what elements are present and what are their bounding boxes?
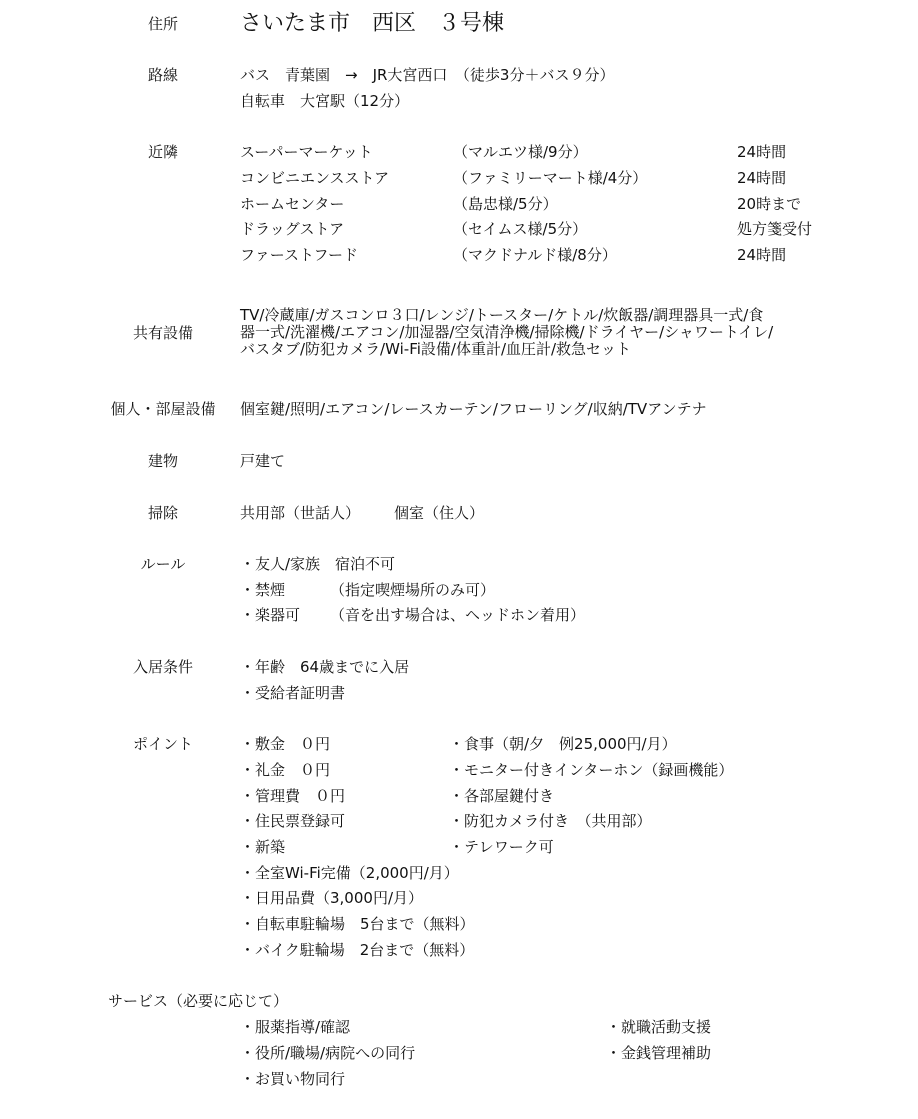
point-item: ・防犯カメラ付き （共用部）	[449, 812, 652, 830]
nearby-hours: 24時間	[737, 169, 787, 187]
label-nearby: 近隣	[147, 143, 178, 161]
nearby-store: （島忠様/5分）	[453, 195, 558, 213]
label-points: ポイント	[132, 735, 193, 753]
point-item: ・全室Wi-Fi完備（2,000円/月）	[240, 864, 459, 882]
building-value: 戸建て	[240, 452, 286, 470]
service-item: ・服薬指導/確認	[240, 1018, 351, 1036]
label-address: 住所	[147, 15, 178, 33]
shared-line: TV/冷蔵庫/ガスコンロ３口/レンジ/トースター/ケトル/炊飯器/調理器具一式/食	[240, 306, 764, 324]
nearby-hours: 20時まで	[737, 195, 802, 213]
rule-note: （指定喫煙場所のみ可）	[330, 581, 496, 599]
nearby-kind: ホームセンター	[240, 195, 345, 213]
nearby-kind: ファーストフード	[240, 246, 359, 264]
service-item: ・就職活動支援	[606, 1018, 712, 1036]
point-item: ・テレワーク可	[449, 838, 554, 856]
service-item: ・役所/職場/病院への同行	[240, 1044, 416, 1062]
rule-note: （音を出す場合は、ヘッドホン着用）	[330, 606, 586, 624]
nearby-hours: 24時間	[737, 143, 787, 161]
nearby-hours: 処方箋受付	[737, 220, 813, 238]
point-item: ・礼金 ０円	[240, 761, 331, 779]
label-room: 個人・部屋設備	[110, 400, 216, 418]
condition-item: ・年齢 64歳までに入居	[240, 658, 410, 676]
address-value: さいたま市 西区 ３号棟	[240, 11, 505, 36]
cleaning-shared: 共用部（世話人）	[240, 504, 361, 522]
point-item: ・住民票登録可	[240, 812, 346, 830]
label-shared: 共有設備	[132, 324, 193, 342]
nearby-kind: コンビニエンスストア	[240, 169, 390, 187]
label-rules: ルール	[140, 555, 186, 573]
nearby-kind: ドラッグストア	[240, 220, 345, 238]
nearby-store: （ファミリーマート様/4分）	[453, 169, 648, 187]
point-item: ・モニター付きインターホン（録画機能）	[449, 761, 734, 779]
shared-line: 器一式/洗濯機/エアコン/加湿器/空気清浄機/掃除機/ドライヤー/シャワートイレ/	[240, 323, 774, 341]
rule-item: ・友人/家族 宿泊不可	[240, 555, 396, 573]
point-item: ・新築	[240, 838, 286, 856]
route-line: バス 青葉園 → JR大宮西口 （徒歩3分＋バス９分）	[240, 66, 615, 84]
condition-item: ・受給者証明書	[240, 684, 346, 702]
route-line: 自転車 大宮駅（12分）	[240, 92, 410, 110]
room-value: 個室鍵/照明/エアコン/レースカーテン/フローリング/収納/TVアンテナ	[240, 400, 707, 418]
point-item: ・自転車駐輪場 5台まで（無料）	[240, 915, 475, 933]
rule-item: ・楽器可	[240, 606, 301, 624]
cleaning-private: 個室（住人）	[394, 504, 485, 522]
nearby-store: （マルエツ様/9分）	[453, 143, 588, 161]
label-building: 建物	[147, 452, 178, 470]
point-item: ・バイク駐輪場 2台まで（無料）	[240, 941, 475, 959]
nearby-kind: スーパーマーケット	[240, 143, 373, 161]
point-item: ・各部屋鍵付き	[449, 787, 555, 805]
point-item: ・管理費 ０円	[240, 787, 346, 805]
label-services: サービス（必要に応じて）	[108, 992, 289, 1010]
service-item: ・お買い物同行	[240, 1070, 346, 1088]
shared-line: バスタブ/防犯カメラ/Wi-Fi設備/体重計/血圧計/救急セット	[240, 340, 632, 358]
nearby-store: （セイムス様/5分）	[453, 220, 588, 238]
point-item: ・敷金 ０円	[240, 735, 331, 753]
nearby-hours: 24時間	[737, 246, 787, 264]
nearby-store: （マクドナルド様/8分）	[453, 246, 617, 264]
point-item: ・食事（朝/夕 例25,000円/月）	[449, 735, 677, 753]
label-cleaning: 掃除	[147, 504, 178, 522]
label-route: 路線	[147, 66, 178, 84]
label-conditions: 入居条件	[132, 658, 193, 676]
rule-item: ・禁煙	[240, 581, 286, 599]
point-item: ・日用品費（3,000円/月）	[240, 889, 423, 907]
service-item: ・金銭管理補助	[606, 1044, 712, 1062]
